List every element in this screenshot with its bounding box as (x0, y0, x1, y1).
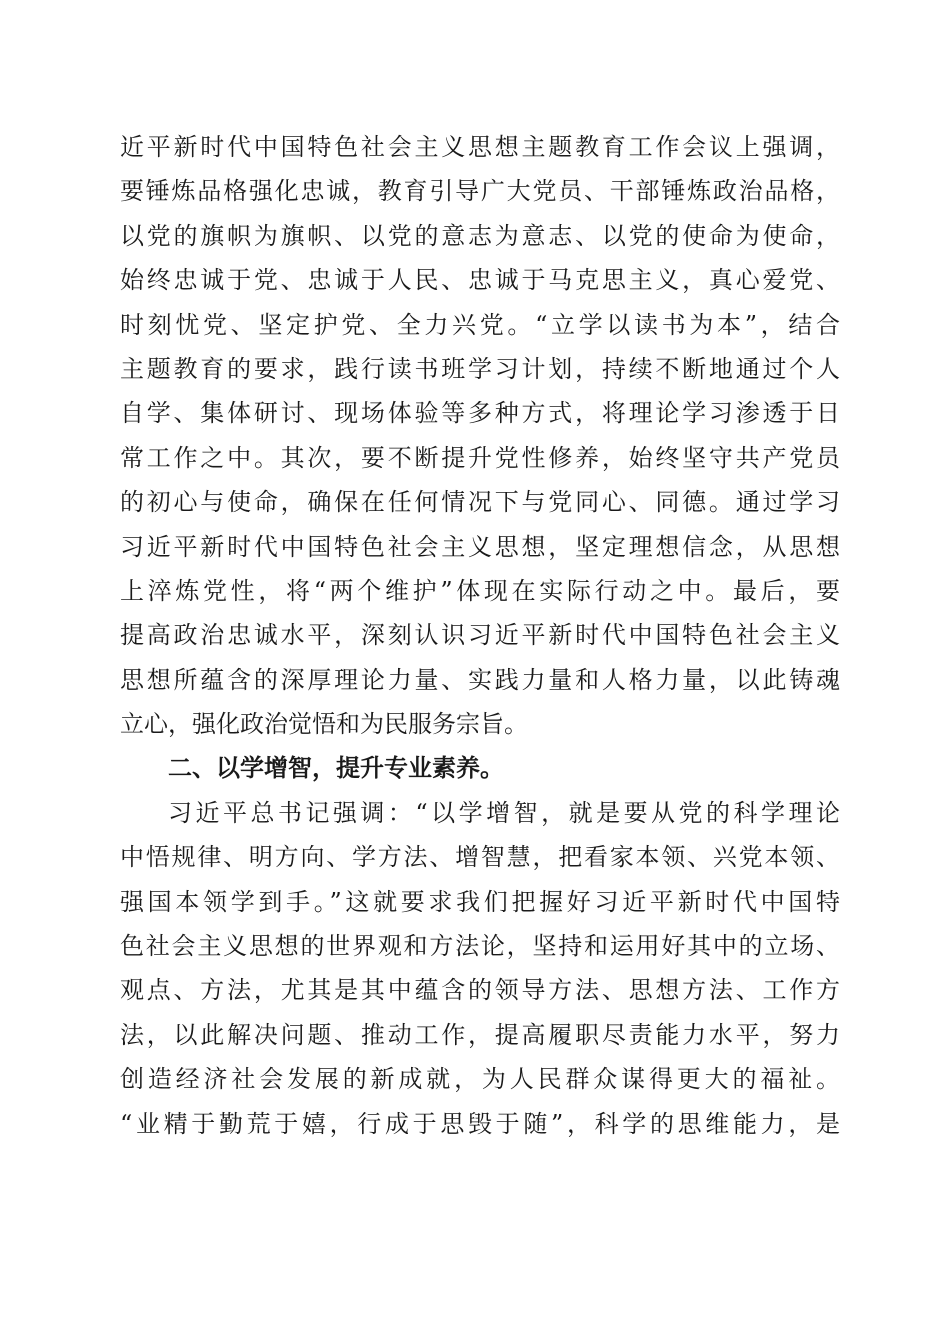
text-line: 上淬炼党性，将“两个维护”体现在实际行动之中。最后，要 (120, 576, 840, 605)
text-line: 习近平总书记强调：“以学增智，就是要从党的科学理论 (168, 798, 840, 827)
document-body (120, 125, 840, 1146)
text-line: 法，以此解决问题、推动工作，提高履职尽责能力水平，努力 (120, 1020, 840, 1049)
text-line: 立心，强化政治觉悟和为民服务宗旨。 (120, 710, 528, 739)
text-line: 自学、集体研讨、现场体验等多种方式，将理论学习渗透于日 (120, 399, 840, 428)
text-line: “业精于勤荒于嬉，行成于思毁于随”，科学的思维能力，是 (120, 1109, 840, 1138)
text-line: 时刻忧党、坚定护党、全力兴党。“立学以读书为本”，结合 (120, 310, 840, 339)
text-line: 近平新时代中国特色社会主义思想主题教育工作会议上强调， (120, 133, 840, 161)
section-heading: 二、以学增智，提升专业素养。 (168, 753, 504, 783)
text-line: 强国本领学到手。”这就要求我们把握好习近平新时代中国特 (120, 887, 840, 916)
text-line: 思想所蕴含的深厚理论力量、实践力量和人格力量，以此铸魂 (120, 665, 840, 694)
text-line: 主题教育的要求，践行读书班学习计划，持续不断地通过个人 (120, 354, 840, 383)
text-line: 创造经济社会发展的新成就，为人民群众谋得更大的福祉。 (120, 1065, 840, 1094)
text-line: 中悟规律、明方向、学方法、增智慧，把看家本领、兴党本领、 (120, 843, 840, 872)
text-line: 提高政治忠诚水平，深刻认识习近平新时代中国特色社会主义 (120, 621, 840, 650)
text-line: 常工作之中。其次，要不断提升党性修养，始终坚守共产党员 (120, 443, 840, 472)
text-line: 以党的旗帜为旗帜、以党的意志为意志、以党的使命为使命， (120, 221, 840, 250)
text-line: 的初心与使命，确保在任何情况下与党同心、同德。通过学习 (120, 488, 840, 517)
text-line: 观点、方法，尤其是其中蕴含的领导方法、思想方法、工作方 (120, 976, 840, 1005)
text-line: 色社会主义思想的世界观和方法论，坚持和运用好其中的立场、 (120, 932, 840, 961)
text-line: 要锤炼品格强化忠诚，教育引导广大党员、干部锤炼政治品格， (120, 177, 840, 206)
text-line: 始终忠诚于党、忠诚于人民、忠诚于马克思主义，真心爱党、 (120, 266, 840, 295)
text-line: 习近平新时代中国特色社会主义思想，坚定理想信念，从思想 (120, 532, 840, 561)
